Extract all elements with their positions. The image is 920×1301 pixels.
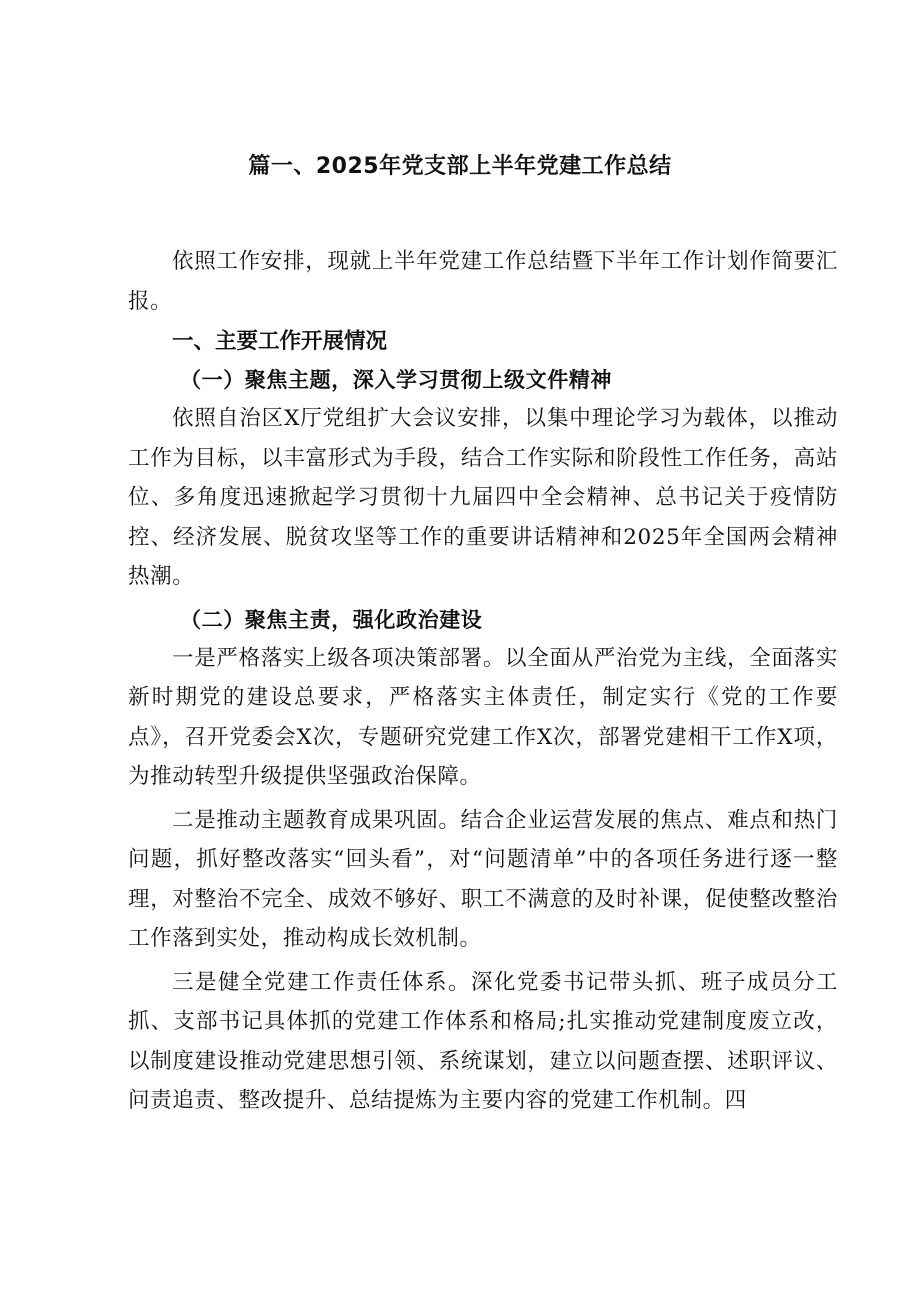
- subsection-heading-2: （二）聚焦主责，强化政治建设: [180, 606, 483, 632]
- paragraph-responsibility-system: 三是健全党建工作责任体系。深化党委书记带头抓、班子成员分工抓、支部书记具体抓的党建工作体系和格局;扎实推动党建制度废立改，以制度建设推动党建思想引领、系统谋划，建立以问题查摆、述职评议、问责追责、整改提升、总结提炼为主要内容的党建工作机制。四: [128, 969, 838, 1113]
- intro-paragraph: 依照工作安排，现就上半年党建工作总结暨下半年工作计划作简要汇报。: [128, 249, 838, 314]
- subsection-1-paragraph: 依照自治区X厅党组扩大会议安排，以集中理论学习为载体，以推动工作为目标，以丰富形式为手段，结合工作实际和阶段性工作任务，高站位、多角度迅速掀起学习贯彻十九届四中全会精神、总书记关于疫情防控、经济发展、脱贫攻坚等工作的重要讲话精神和2025年全国两会精神热潮。: [128, 406, 838, 589]
- section-heading-main-work: 一、主要工作开展情况: [172, 329, 388, 354]
- document-title: 篇一、2025年党支部上半年党建工作总结: [248, 154, 672, 179]
- subsection-heading-1: （一）聚焦主题，深入学习贯彻上级文件精神: [180, 367, 612, 392]
- paragraph-decision-deployment: 一是严格落实上级各项决策部署。以全面从严治党为主线，全面落实新时期党的建设总要求，严格落实主体责任，制定实行《党的工作要点》，召开党委会X次，专题研究党建工作X次，部署党建相干工作X项，为推动转型升级提供坚强政治保障。: [128, 645, 838, 789]
- document-body: [128, 242, 838, 1121]
- paragraph-theme-education: 二是推动主题教育成果巩固。结合企业运营发展的焦点、难点和热门问题，抓好整改落实“回头看”，对“问题清单”中的各项任务进行逐一整理，对整治不完全、成效不够好、职工不满意的及时补课，促使整改整治工作落到实处，推动构成长效机制。: [128, 807, 838, 951]
